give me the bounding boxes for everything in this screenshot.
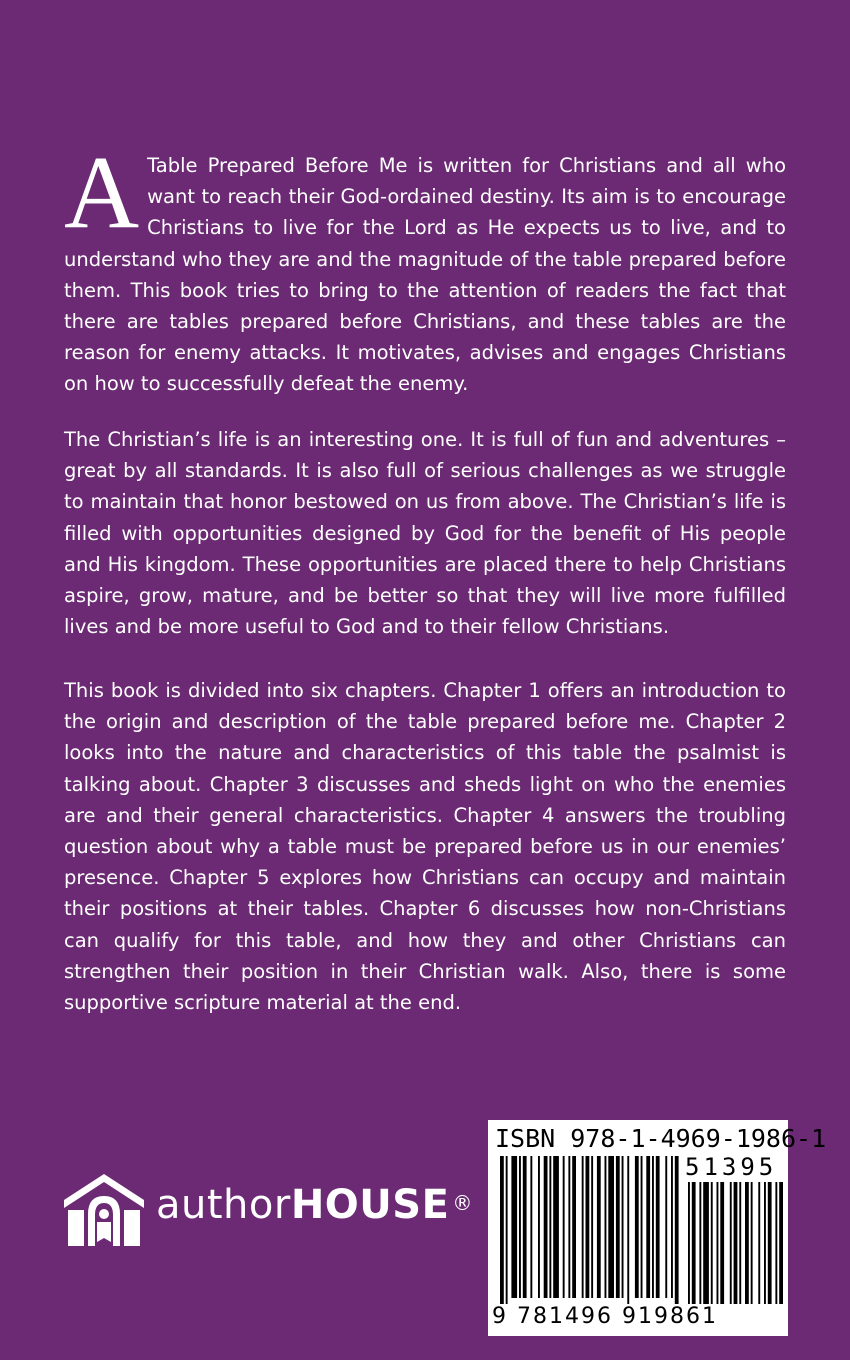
blurb-paragraph-3: This book is divided into six chapters. Chapter 1 offers an introduction to the origin and description of the table prepared before me. Chapter 2 looks into the nature and characteristics of this table the psalmist is talking about. Chapter 3 discusses and sheds light on who the enemies are and their general characteristics. Chapter 4 answers the troubling question about why a table must be prepared before us in our enemies’ presence. Chapter 5 explores how Christians can occupy and maintain their positions at their tables. Chapter 6 discusses how non-Christians can qualify for this table, and how they and other Christians can strengthen their position in their Christian walk. Also, there is some supportive scripture material at the end. <box>64 679 786 1015</box>
barcode-bar <box>519 1156 521 1298</box>
barcode-addon-bar <box>758 1182 760 1304</box>
barcode-addon-bar <box>703 1182 709 1304</box>
blurb-paragraph-1 <box>64 135 786 400</box>
barcode-bar <box>553 1156 559 1298</box>
barcode-bar <box>656 1156 660 1298</box>
barcode-bar <box>523 1156 527 1298</box>
barcode-bar <box>641 1156 643 1298</box>
barcode-addon-bar <box>711 1182 713 1304</box>
barcode-bar <box>616 1156 620 1298</box>
barcode-bar <box>511 1156 517 1298</box>
barcode-addon-bar <box>775 1182 777 1304</box>
barcode-bar <box>591 1156 593 1298</box>
barcode-addon-bar <box>699 1182 701 1304</box>
registered-mark: ® <box>452 1191 473 1215</box>
isbn-text: ISBN 978-1-4969-1986-1 <box>495 1124 827 1153</box>
barcode-addon-bar <box>764 1182 766 1304</box>
barcode-bar <box>675 1156 679 1304</box>
barcode-bar <box>530 1156 532 1298</box>
barcode-bar <box>563 1156 565 1298</box>
barcode-bar <box>500 1156 504 1304</box>
isbn-barcode-box <box>488 1120 827 1336</box>
barcode-addon-bar <box>739 1182 741 1304</box>
authorhouse-house-icon <box>60 1170 148 1248</box>
barcode-bar <box>605 1156 607 1298</box>
publisher-wordmark <box>156 1180 473 1230</box>
barcode-bar <box>568 1156 570 1298</box>
publisher-logo <box>60 1170 473 1250</box>
barcode-bar <box>582 1156 584 1298</box>
barcode-bar <box>597 1156 601 1298</box>
ean-digits: 9 781496 919861 <box>492 1304 718 1329</box>
barcode-bar <box>572 1156 576 1298</box>
barcode-bar <box>506 1156 508 1304</box>
publisher-name-part2: HOUSE <box>290 1182 450 1228</box>
barcode-bar <box>544 1156 548 1298</box>
barcode-addon-bar <box>768 1182 772 1304</box>
barcode-addon-bar <box>779 1182 783 1304</box>
blurb-paragraph-2: The Christian’s life is an interesting one. It is full of fun and adventures – great by all standards. It is also full of serious challenges as we struggle to maintain that honor bestowed on us from above. The Christian’s life is filled with opportunities designed by God for the benefit of His people and His kingdom. These opportunities are placed there to help Christians aspire, grow, mature, and be better so that they will live more fulfilled lives and be more useful to God and to their fellow Christians. <box>64 428 786 639</box>
barcode-bar <box>646 1156 650 1298</box>
barcode-addon-bar <box>730 1182 732 1304</box>
barcode-addon-bar <box>688 1182 690 1304</box>
barcode-addon-bar <box>751 1182 753 1304</box>
price-code: 51395 <box>685 1153 778 1181</box>
barcode-bar <box>665 1156 667 1298</box>
barcode-bar <box>586 1156 590 1298</box>
barcode-addon-bar <box>692 1182 696 1304</box>
barcode-bar <box>538 1156 540 1298</box>
barcode-bar <box>622 1156 624 1298</box>
blurb-paragraph-1-text: Table Prepared Before Me is written for Christians and all who want to reach their God-ordained destiny. Its aim is to encourage Christians to live for the Lord as He expects us to live, and to understand who they are and the magnitude of the table prepared before them. This book tries to bring to the attention of readers the fact that there are tables prepared before Christians, and these tables are the reason for enemy attacks. It motivates, advises and engages Christians on how to successfully defeat the enemy. <box>64 154 786 396</box>
barcode-addon-bar <box>720 1182 724 1304</box>
barcode-bar <box>608 1156 614 1298</box>
barcode-addon-bar <box>717 1182 719 1304</box>
drop-cap: A <box>64 135 140 250</box>
barcode-bar <box>635 1156 639 1298</box>
barcode-bar <box>627 1156 629 1304</box>
barcode-addon-bar <box>734 1182 738 1304</box>
barcode-bar <box>671 1156 673 1298</box>
barcode-bar <box>652 1156 654 1298</box>
publisher-name-part1: author <box>156 1182 291 1228</box>
barcode-addon-bar <box>745 1182 749 1304</box>
barcode-bar <box>549 1156 551 1298</box>
